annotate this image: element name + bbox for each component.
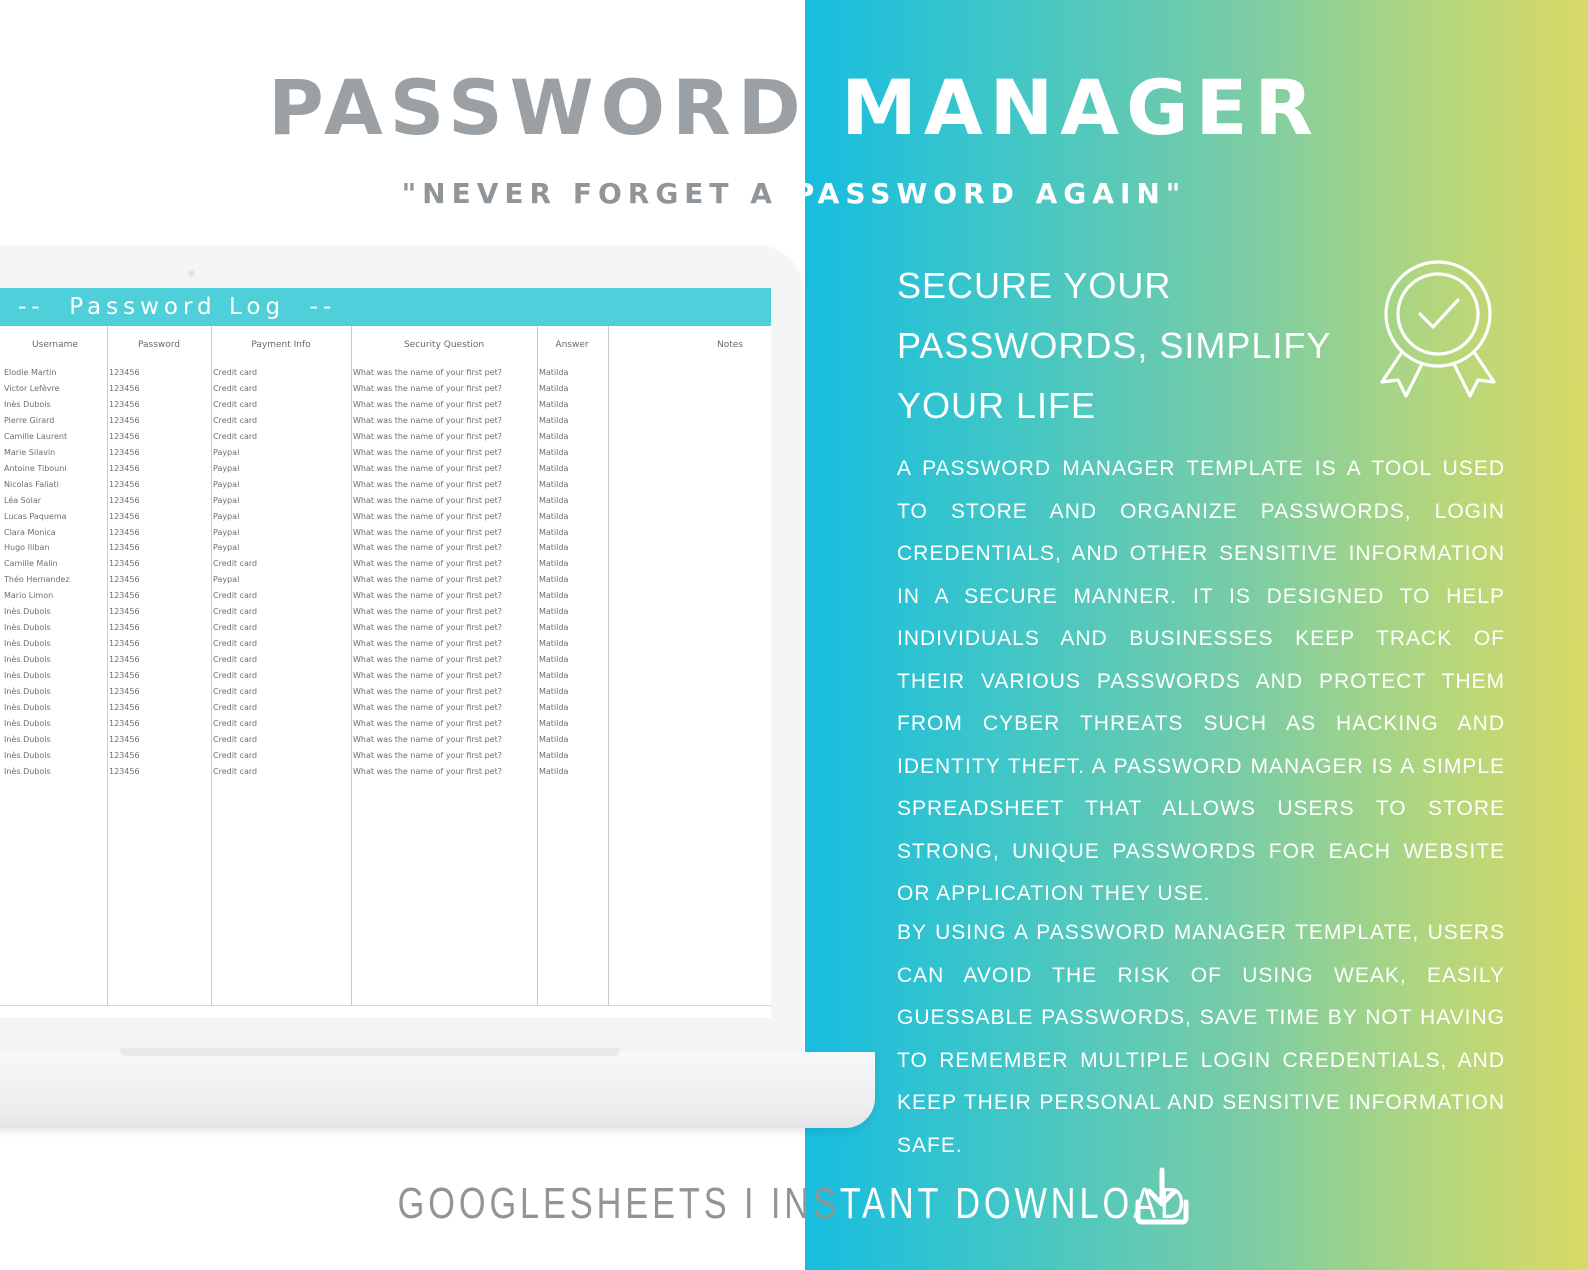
column-divider xyxy=(107,326,108,1006)
table-cell[interactable]: What was the name of your first pet? xyxy=(353,399,502,409)
table-cell[interactable]: Matilda xyxy=(539,463,569,473)
table-cell[interactable]: Clara Monica xyxy=(4,527,56,537)
table-cell[interactable]: What was the name of your first pet? xyxy=(353,463,502,473)
table-cell[interactable]: Matilda xyxy=(539,718,569,728)
laptop-notch xyxy=(120,1048,620,1056)
table-cell[interactable]: Matilda xyxy=(539,702,569,712)
table-cell[interactable]: Matilda xyxy=(539,527,569,537)
table-cell[interactable]: 123456 xyxy=(109,447,140,457)
table-cell[interactable]: 123456 xyxy=(109,383,140,393)
table-cell[interactable]: What was the name of your first pet? xyxy=(353,527,502,537)
table-cell[interactable]: Credit card xyxy=(213,671,258,681)
table-cell[interactable]: Paypal xyxy=(213,543,240,553)
column-divider xyxy=(608,326,609,1006)
table-cell[interactable]: 123456 xyxy=(109,607,140,617)
table-cell[interactable]: 123456 xyxy=(109,415,140,425)
table-cell[interactable]: Paypal xyxy=(213,527,240,537)
table-cell[interactable]: 123456 xyxy=(109,718,140,728)
table-cell[interactable]: 123456 xyxy=(109,543,140,553)
table-cell[interactable]: Matilda xyxy=(539,734,569,744)
column-header[interactable]: Username xyxy=(32,340,78,350)
footer-text: GOOGLESHEETS I INSTANT DOWNLOAD xyxy=(397,1179,1189,1228)
table-cell[interactable]: Matilda xyxy=(539,750,569,760)
table-cell[interactable]: What was the name of your first pet? xyxy=(353,750,502,760)
table-cell[interactable]: What was the name of your first pet? xyxy=(353,511,502,521)
table-cell[interactable]: Théo Hernandez xyxy=(4,575,70,585)
tagline xyxy=(897,256,1332,436)
table-cell[interactable]: 123456 xyxy=(109,399,140,409)
table-cell[interactable]: 123456 xyxy=(109,431,140,441)
table-cell[interactable]: Matilda xyxy=(539,447,569,457)
table-cell[interactable]: Nicolas Faliati xyxy=(4,479,59,489)
table-cell[interactable]: Matilda xyxy=(539,607,569,617)
table-cell[interactable]: Marie Silavin xyxy=(4,447,56,457)
table-cell[interactable]: What was the name of your first pet? xyxy=(353,575,502,585)
table-cell[interactable]: What was the name of your first pet? xyxy=(353,479,502,489)
column-header[interactable]: Security Question xyxy=(403,340,485,350)
table-cell[interactable]: Credit card xyxy=(213,399,258,409)
column-header[interactable]: Payment Info xyxy=(251,340,311,350)
table-cell[interactable]: Credit card xyxy=(213,623,258,633)
table-cell[interactable]: What was the name of your first pet? xyxy=(353,607,502,617)
table-cell[interactable]: What was the name of your first pet? xyxy=(353,431,502,441)
description-paragraph-1: A PASSWORD MANAGER TEMPLATE IS A TOOL USED TO STORE AND ORGANIZE PASSWORDS, LOGIN CREDENTIALS, AND OTHER SENSITIVE INFORMATION IN A SECURE MANNER. IT IS DESIGNED TO HELP INDIVIDUALS AND BUSINESSES KEEP TRACK OF THEIR VARIOUS PASSWORDS AND PROTECT THEM FROM CYBER THREATS SUCH AS HACKING AND IDENTITY THEFT. A PASSWORD MANAGER IS A SIMPLE SPREADSHEET THAT ALLOWS USERS TO STORE STRONG, UNIQUE PASSWORDS FOR EACH WEBSITE OR APPLICATION THEY USE. xyxy=(897,457,1505,905)
table-cell[interactable]: 123456 xyxy=(109,559,140,569)
table-cell[interactable]: 123456 xyxy=(109,671,140,681)
table-cell[interactable]: Credit card xyxy=(213,655,258,665)
download-icon[interactable] xyxy=(1132,1164,1192,1228)
table-cell[interactable]: Matilda xyxy=(539,655,569,665)
table-cell[interactable]: Inès Dubois xyxy=(4,639,51,649)
table-cell[interactable]: Credit card xyxy=(213,750,258,760)
table-cell[interactable]: Hugo Iliban xyxy=(4,543,50,553)
table-cell[interactable]: What was the name of your first pet? xyxy=(353,718,502,728)
column-divider xyxy=(211,326,212,1006)
table-cell[interactable]: Credit card xyxy=(213,718,258,728)
table-cell[interactable]: What was the name of your first pet? xyxy=(353,734,502,744)
table-cell[interactable]: Matilda xyxy=(539,639,569,649)
table-cell[interactable]: Inès Dubois xyxy=(4,718,51,728)
table-cell[interactable]: What was the name of your first pet? xyxy=(353,415,502,425)
table-cell[interactable]: 123456 xyxy=(109,511,140,521)
sheet-bottom-border xyxy=(0,1005,771,1006)
table-cell[interactable]: What was the name of your first pet? xyxy=(353,655,502,665)
table-cell[interactable]: What was the name of your first pet? xyxy=(353,591,502,601)
table-cell[interactable]: Matilda xyxy=(539,623,569,633)
table-cell[interactable]: Matilda xyxy=(539,671,569,681)
table-cell[interactable]: Credit card xyxy=(213,383,258,393)
table-cell[interactable]: What was the name of your first pet? xyxy=(353,702,502,712)
table-cell[interactable]: Camille Malin xyxy=(4,559,58,569)
table-cell[interactable]: Matilda xyxy=(539,511,569,521)
table-cell[interactable]: Inès Dubois xyxy=(4,750,51,760)
table-cell[interactable]: Matilda xyxy=(539,687,569,696)
table-cell[interactable]: Credit card xyxy=(213,607,258,617)
table-cell[interactable]: Credit card xyxy=(213,431,258,441)
table-cell[interactable]: Matilda xyxy=(539,368,569,377)
table-cell[interactable]: Matilda xyxy=(539,415,569,425)
description-paragraph-2: BY USING A PASSWORD MANAGER TEMPLATE, USERS CAN AVOID THE RISK OF USING WEAK, EASILY GUESSABLE PASSWORDS, SAVE TIME BY NOT HAVING TO REMEMBER MULTIPLE LOGIN CREDENTIALS, AND KEEP THEIR PERSONAL AND SENSITIVE INFORMATION SAFE. xyxy=(897,921,1505,1157)
table-cell[interactable]: 123456 xyxy=(109,591,140,601)
laptop-screen xyxy=(0,288,771,1018)
table-cell[interactable]: Credit card xyxy=(213,766,258,776)
table-cell[interactable]: Lucas Paquema xyxy=(4,511,67,521)
table-cell[interactable]: Credit card xyxy=(213,368,258,377)
tagline-line: PASSWORDS, SIMPLIFY xyxy=(897,325,1332,366)
table-cell[interactable]: What was the name of your first pet? xyxy=(353,368,502,377)
table-cell[interactable]: What was the name of your first pet? xyxy=(353,559,502,569)
table-cell[interactable]: Inès Dubois xyxy=(4,734,51,744)
table-cell[interactable]: Camille Laurent xyxy=(4,431,68,441)
table-cell[interactable]: Matilda xyxy=(539,559,569,569)
table-cell[interactable]: Paypal xyxy=(213,463,240,473)
table-cell[interactable]: Matilda xyxy=(539,766,569,776)
sheet-header: -- Password Log -- xyxy=(0,288,771,326)
table-cell[interactable]: 123456 xyxy=(109,687,140,696)
table-cell[interactable]: Matilda xyxy=(539,543,569,553)
table-cell[interactable]: Inès Dubois xyxy=(4,399,51,409)
table-cell[interactable]: Inès Dubois xyxy=(4,655,51,665)
table-cell[interactable]: Matilda xyxy=(539,479,569,489)
table-cell[interactable]: Inès Dubois xyxy=(4,687,51,696)
table-cell[interactable]: What was the name of your first pet? xyxy=(353,687,502,696)
table-cell[interactable]: What was the name of your first pet? xyxy=(353,383,502,393)
tagline-line: SECURE YOUR xyxy=(897,265,1172,306)
table-cell[interactable]: 123456 xyxy=(109,495,140,505)
table-cell[interactable]: Pierre Girard xyxy=(4,415,55,425)
award-ribbon-icon xyxy=(1376,256,1506,406)
table-cell[interactable]: What was the name of your first pet? xyxy=(353,495,502,505)
table-cell[interactable]: Matilda xyxy=(539,431,569,441)
table-cell[interactable]: What was the name of your first pet? xyxy=(353,671,502,681)
table-cell[interactable]: 123456 xyxy=(109,368,140,377)
column-divider xyxy=(351,326,352,1006)
table-cell[interactable]: Inès Dubois xyxy=(4,766,51,776)
table-cell[interactable]: 123456 xyxy=(109,655,140,665)
page-title: PASSWORD MANAGER xyxy=(268,63,1320,152)
table-cell[interactable]: 123456 xyxy=(109,527,140,537)
table-cell[interactable]: Victor Lefèvre xyxy=(4,383,60,393)
table-cell[interactable]: 123456 xyxy=(109,575,140,585)
table-cell[interactable]: Matilda xyxy=(539,591,569,601)
table-cell[interactable]: Matilda xyxy=(539,575,569,585)
table-cell[interactable]: Inès Dubois xyxy=(4,623,51,633)
table-cell[interactable]: Elodie Martin xyxy=(4,368,57,377)
table-cell[interactable]: 123456 xyxy=(109,639,140,649)
column-divider xyxy=(537,326,538,1006)
table-cell[interactable]: Paypal xyxy=(213,511,240,521)
table-cell[interactable]: Paypal xyxy=(213,495,240,505)
table-cell[interactable]: 123456 xyxy=(109,702,140,712)
table-cell[interactable]: Antoine Tibouni xyxy=(4,463,67,473)
table-cell[interactable]: Inès Dubois xyxy=(4,671,51,681)
table-cell[interactable]: Léa Solar xyxy=(4,495,42,505)
table-cell[interactable]: 123456 xyxy=(109,623,140,633)
table-cell[interactable]: Paypal xyxy=(213,447,240,457)
table-cell[interactable]: Credit card xyxy=(213,415,258,425)
table-cell[interactable]: What was the name of your first pet? xyxy=(353,623,502,633)
table-cell[interactable]: 123456 xyxy=(109,766,140,776)
laptop-camera xyxy=(188,270,195,277)
table-cell[interactable]: 123456 xyxy=(109,734,140,744)
table-cell[interactable]: Inès Dubois xyxy=(4,702,51,712)
table-cell[interactable]: Inès Dubois xyxy=(4,607,51,617)
table-cell[interactable]: Credit card xyxy=(213,639,258,649)
table-cell[interactable]: Credit card xyxy=(213,559,258,569)
table-cell[interactable]: Mario Limon xyxy=(4,591,54,601)
table-cell[interactable]: 123456 xyxy=(109,463,140,473)
table-cell[interactable]: What was the name of your first pet? xyxy=(353,543,502,553)
column-header[interactable]: Notes xyxy=(717,340,743,350)
table-cell[interactable]: Matilda xyxy=(539,399,569,409)
table-cell[interactable]: Matilda xyxy=(539,495,569,505)
table-cell[interactable]: Matilda xyxy=(539,383,569,393)
table-cell[interactable]: Credit card xyxy=(213,591,258,601)
table-cell[interactable]: What was the name of your first pet? xyxy=(353,766,502,776)
table-cell[interactable]: Credit card xyxy=(213,702,258,712)
table-cell[interactable]: Credit card xyxy=(213,687,258,696)
laptop-base xyxy=(0,1052,875,1128)
table-cell[interactable]: What was the name of your first pet? xyxy=(353,639,502,649)
column-header[interactable]: Answer xyxy=(555,340,589,350)
table-cell[interactable]: 123456 xyxy=(109,750,140,760)
table-cell[interactable]: Paypal xyxy=(213,479,240,489)
column-header[interactable]: Password xyxy=(137,340,181,350)
table-cell[interactable]: What was the name of your first pet? xyxy=(353,447,502,457)
table-cell[interactable]: 123456 xyxy=(109,479,140,489)
tagline-line: YOUR LIFE xyxy=(897,385,1097,426)
page-subtitle: "NEVER FORGET A PASSWORD AGAIN" xyxy=(401,177,1187,210)
table-cell[interactable]: Credit card xyxy=(213,734,258,744)
table-cell[interactable]: Paypal xyxy=(213,575,240,585)
